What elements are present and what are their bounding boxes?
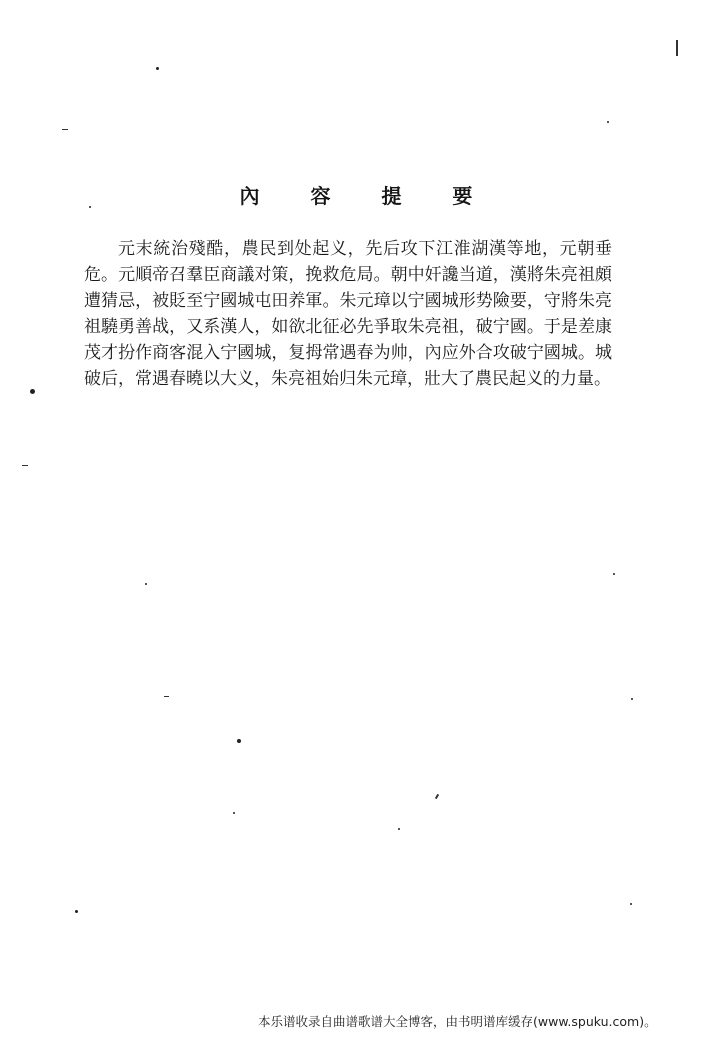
scan-speck (237, 739, 241, 743)
scan-dash (62, 129, 68, 130)
page-edge-mark (676, 40, 678, 56)
footer-watermark: 本乐谱收录自曲谱歌谱大全博客，由书明谱库缓存(www.spuku.com)。 (258, 1014, 657, 1029)
scan-speck (613, 573, 615, 575)
scan-speck (30, 389, 35, 394)
scan-speck (75, 910, 78, 913)
scan-speck (398, 828, 400, 830)
scan-speck (145, 583, 147, 585)
scan-dash (435, 794, 439, 799)
scan-speck (630, 903, 632, 905)
scan-speck (233, 812, 235, 814)
scan-speck (631, 698, 633, 700)
page-title: 內 容 提 要 (239, 184, 495, 208)
scan-speck (607, 121, 609, 123)
scan-dash (164, 696, 169, 697)
scan-speck (156, 67, 159, 70)
summary-paragraph: 元末統治殘酷，農民到处起义，先后攻下江淮湖漢等地，元朝垂危。元順帝召羣臣商議对策，挽救危局。朝中奸讒当道，漢將朱亮祖頗遭猜忌，被貶至宁國城屯田养軍。朱元璋以宁國城形势險要，守將朱亮祖驍勇善战，又系漢人，如欲北征必先爭取朱亮祖，破宁國。于是差康茂才扮作商客混入宁國城，复拇常遇春为帅，內应外合攻破宁國城。城破后，常遇春曉以大义，朱亮祖始归朱元璋，壯大了農民起义的力量。 (84, 239, 612, 389)
scan-dash (22, 465, 28, 466)
summary-text (84, 236, 612, 392)
